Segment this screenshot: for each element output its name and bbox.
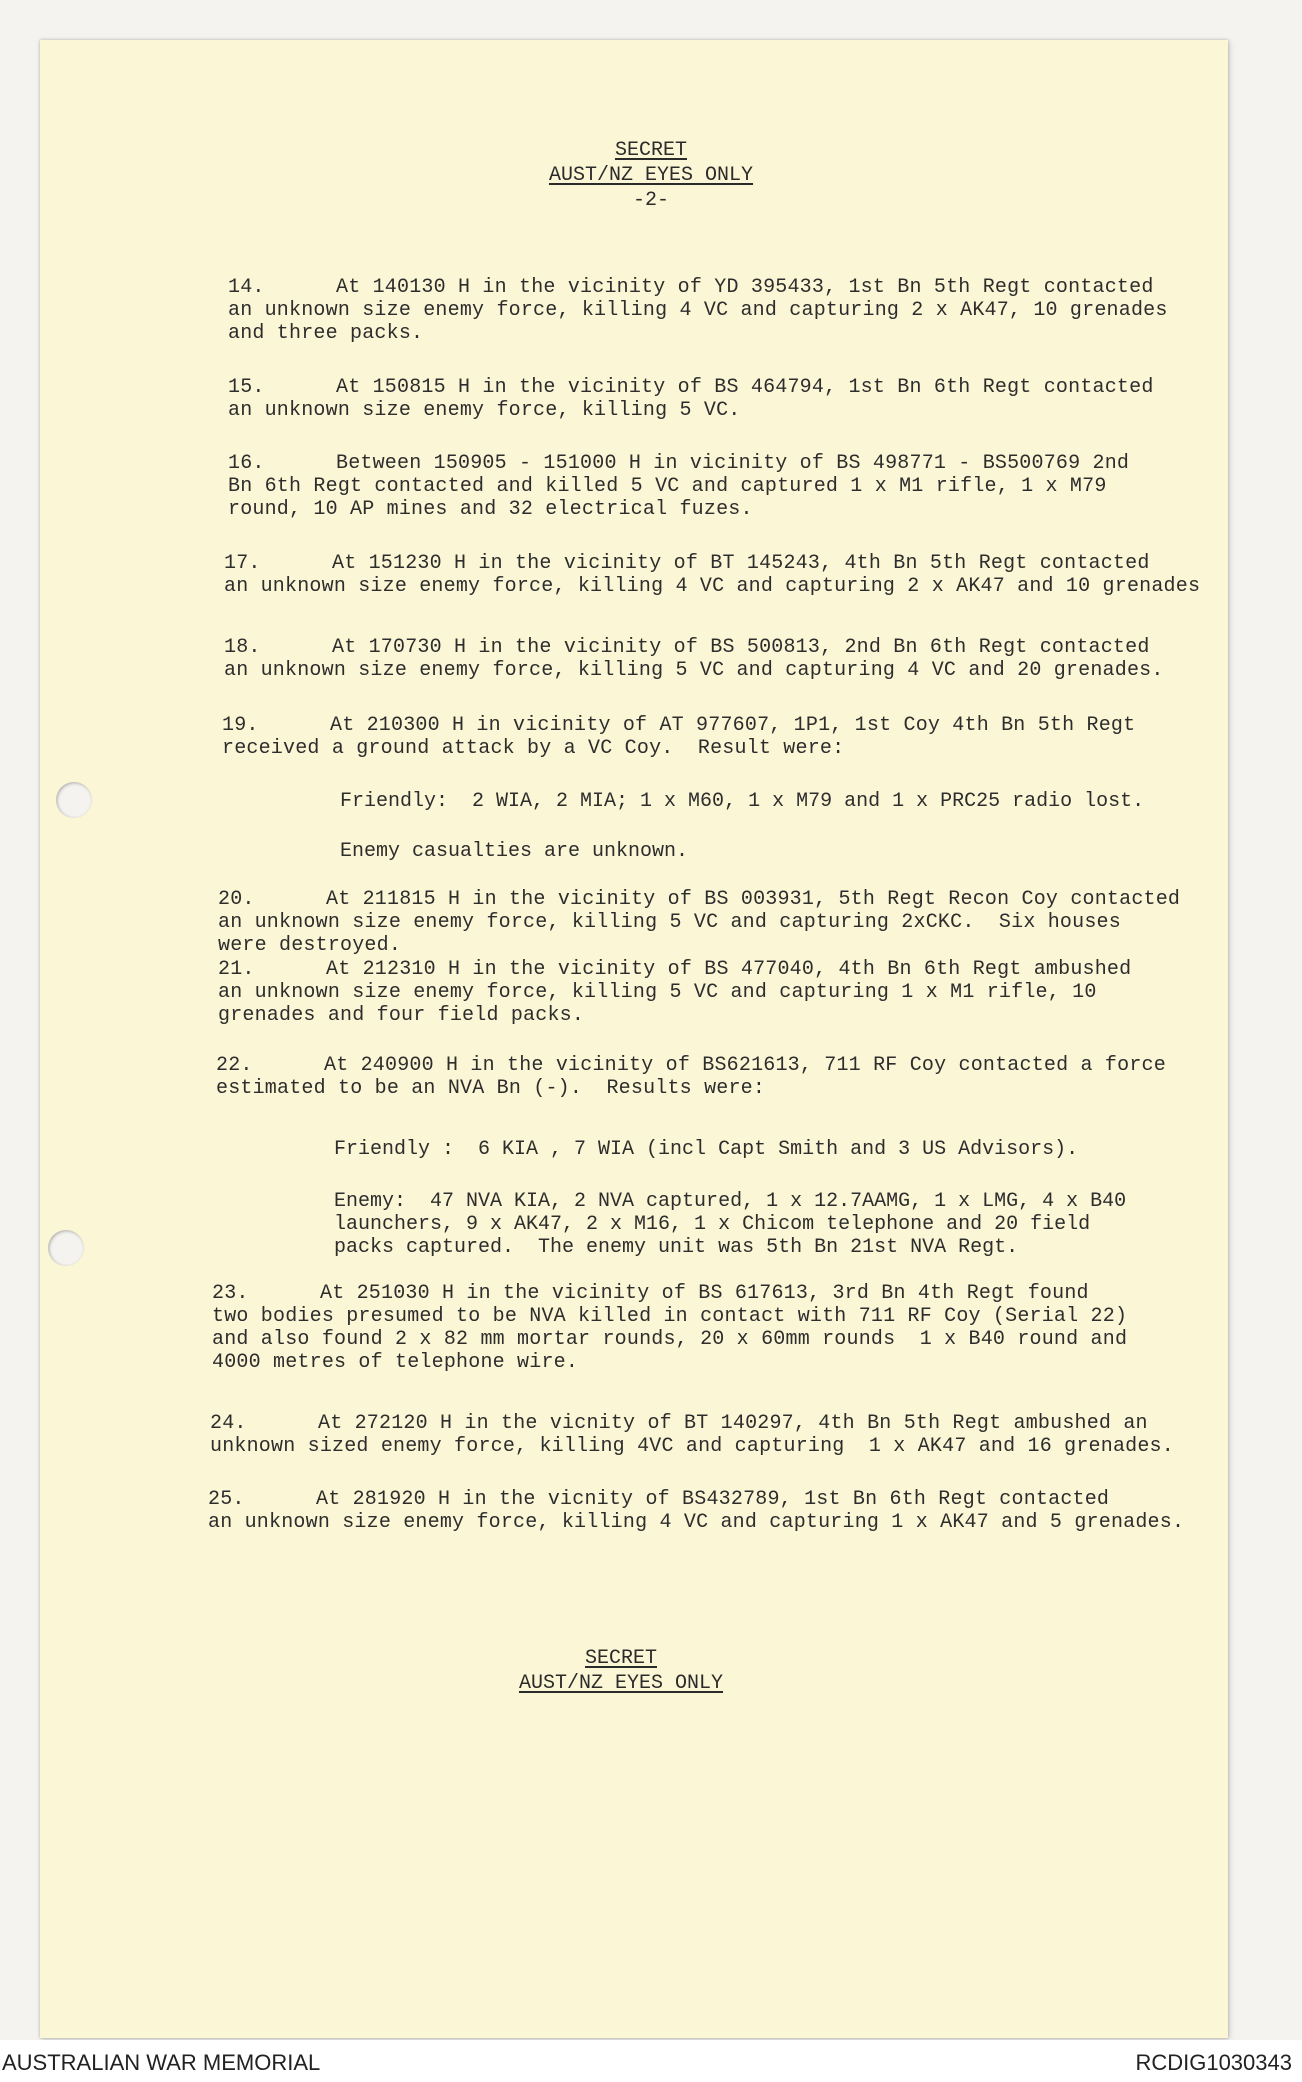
- page-header: [0, 138, 1302, 213]
- archive-caption-bar: [0, 2040, 1302, 2082]
- paragraph-number: 22.: [216, 1054, 253, 1077]
- paragraph-number: 20.: [218, 888, 255, 911]
- paragraph-first-line: Between 150905 - 151000 H in vicinity of BS 498771 - BS500769 2nd: [336, 452, 1130, 475]
- paragraph-number: 14.: [228, 276, 265, 299]
- archive-institution: AUSTRALIAN WAR MEMORIAL: [2, 2050, 321, 2075]
- page-footer: [0, 1646, 1272, 1696]
- paragraph-body: an unknown size enemy force, killing 5 VC.: [228, 399, 741, 422]
- paragraph-body: an unknown size enemy force, killing 5 VC and capturing 4 VC and 20 grenades.: [224, 659, 1164, 682]
- paragraph-body: an unknown size enemy force, killing 5 VC and capturing 2xCKC. Six houses were destroyed.: [218, 911, 1121, 957]
- para19-enemy: Enemy casualties are unknown.: [340, 840, 689, 863]
- paragraph-body: an unknown size enemy force, killing 4 VC and capturing 2 x AK47 and 10 grenades: [224, 575, 1201, 598]
- paragraph-number: 21.: [218, 958, 255, 981]
- paragraph-number: 17.: [224, 552, 261, 575]
- paragraph-first-line: At 140130 H in the vicinity of YD 395433, 1st Bn 5th Regt contacted: [336, 276, 1154, 299]
- paragraph-number: 16.: [228, 452, 265, 475]
- paragraph-14: [228, 276, 1168, 345]
- header-caveat: AUST/NZ EYES ONLY: [548, 164, 754, 187]
- paragraph-first-line: At 240900 H in the vicinity of BS621613, 711 RF Coy contacted a force: [324, 1054, 1166, 1077]
- paragraph-number: 18.: [224, 636, 261, 659]
- paragraph-number: 24.: [210, 1412, 247, 1435]
- punch-hole-lower: [48, 1230, 84, 1266]
- paragraph-24: [210, 1412, 1174, 1458]
- paragraph-first-line: At 210300 H in vicinity of AT 977607, 1P1, 1st Coy 4th Bn 5th Regt: [330, 714, 1136, 737]
- paragraph-number: 23.: [212, 1282, 249, 1305]
- paragraph-body: an unknown size enemy force, killing 4 VC and capturing 2 x AK47, 10 grenades and three packs.: [228, 299, 1168, 345]
- paragraph-body: estimated to be an NVA Bn (-). Results were:: [216, 1077, 766, 1100]
- para22-friendly: Friendly : 6 KIA , 7 WIA (incl Capt Smith and 3 US Advisors).: [334, 1138, 1079, 1161]
- paragraph-body: Bn 6th Regt contacted and killed 5 VC and captured 1 x M1 rifle, 1 x M79 round, 10 AP mines and 32 electrical fuzes.: [228, 475, 1107, 521]
- paragraph-first-line: At 151230 H in the vicinity of BT 145243, 4th Bn 5th Regt contacted: [332, 552, 1150, 575]
- paragraph-number: 25.: [208, 1488, 245, 1511]
- paragraph-first-line: At 281920 H in the vicnity of BS432789, 1st Bn 6th Regt contacted: [316, 1488, 1110, 1511]
- punch-hole-upper: [56, 782, 92, 818]
- footer-caveat: AUST/NZ EYES ONLY: [518, 1672, 724, 1695]
- header-classification: SECRET: [614, 139, 687, 162]
- archive-reference: RCDIG1030343: [1135, 2050, 1292, 2075]
- paragraph-first-line: At 150815 H in the vicinity of BS 464794, 1st Bn 6th Regt contacted: [336, 376, 1154, 399]
- paragraph-number: 19.: [222, 714, 259, 737]
- paragraph-body: an unknown size enemy force, killing 4 VC and capturing 1 x AK47 and 5 grenades.: [208, 1511, 1185, 1534]
- paragraph-18: [224, 636, 1164, 682]
- paragraph-17: [224, 552, 1200, 598]
- page-number: -2-: [632, 189, 669, 212]
- paragraph-20: [218, 888, 1180, 957]
- paragraph-body: unknown sized enemy force, killing 4VC and capturing 1 x AK47 and 16 grenades.: [210, 1435, 1174, 1458]
- paragraph-body: received a ground attack by a VC Coy. Result were:: [222, 737, 845, 760]
- paragraph-first-line: At 170730 H in the vicinity of BS 500813, 2nd Bn 6th Regt contacted: [332, 636, 1150, 659]
- paragraph-19: [222, 714, 1135, 760]
- paragraph-21: [218, 958, 1131, 1027]
- paragraph-first-line: At 211815 H in the vicinity of BS 003931, 5th Regt Recon Coy contacted: [326, 888, 1181, 911]
- paragraph-first-line: At 212310 H in the vicinity of BS 477040, 4th Bn 6th Regt ambushed: [326, 958, 1132, 981]
- paragraph-body: two bodies presumed to be NVA killed in contact with 711 RF Coy (Serial 22) and also found 2 x 82 mm mortar rounds, 20 x 60mm rounds 1 x B40 round and 4000 metres of telephone wire.: [212, 1305, 1128, 1374]
- para22-enemy: Enemy: 47 NVA KIA, 2 NVA captured, 1 x 12.7AAMG, 1 x LMG, 4 x B40 launchers, 9 x AK47, 2 x M16, 1 x Chicom telephone and 20 field packs captured. The enemy unit was 5th Bn 21st NVA Regt.: [334, 1190, 1127, 1259]
- paragraph-22: [216, 1054, 1166, 1100]
- paragraph-first-line: At 272120 H in the vicnity of BT 140297, 4th Bn 5th Regt ambushed an: [318, 1412, 1148, 1435]
- footer-classification: SECRET: [584, 1647, 657, 1670]
- paragraph-15: [228, 376, 1154, 422]
- paragraph-23: [212, 1282, 1127, 1374]
- paragraph-number: 15.: [228, 376, 265, 399]
- para19-friendly: Friendly: 2 WIA, 2 MIA; 1 x M60, 1 x M79 and 1 x PRC25 radio lost.: [340, 790, 1145, 813]
- paragraph-16: [228, 452, 1129, 521]
- paragraph-first-line: At 251030 H in the vicinity of BS 617613, 3rd Bn 4th Regt found: [320, 1282, 1089, 1305]
- paragraph-25: [208, 1488, 1184, 1534]
- paragraph-body: an unknown size enemy force, killing 5 VC and capturing 1 x M1 rifle, 10 grenades and four field packs.: [218, 981, 1097, 1027]
